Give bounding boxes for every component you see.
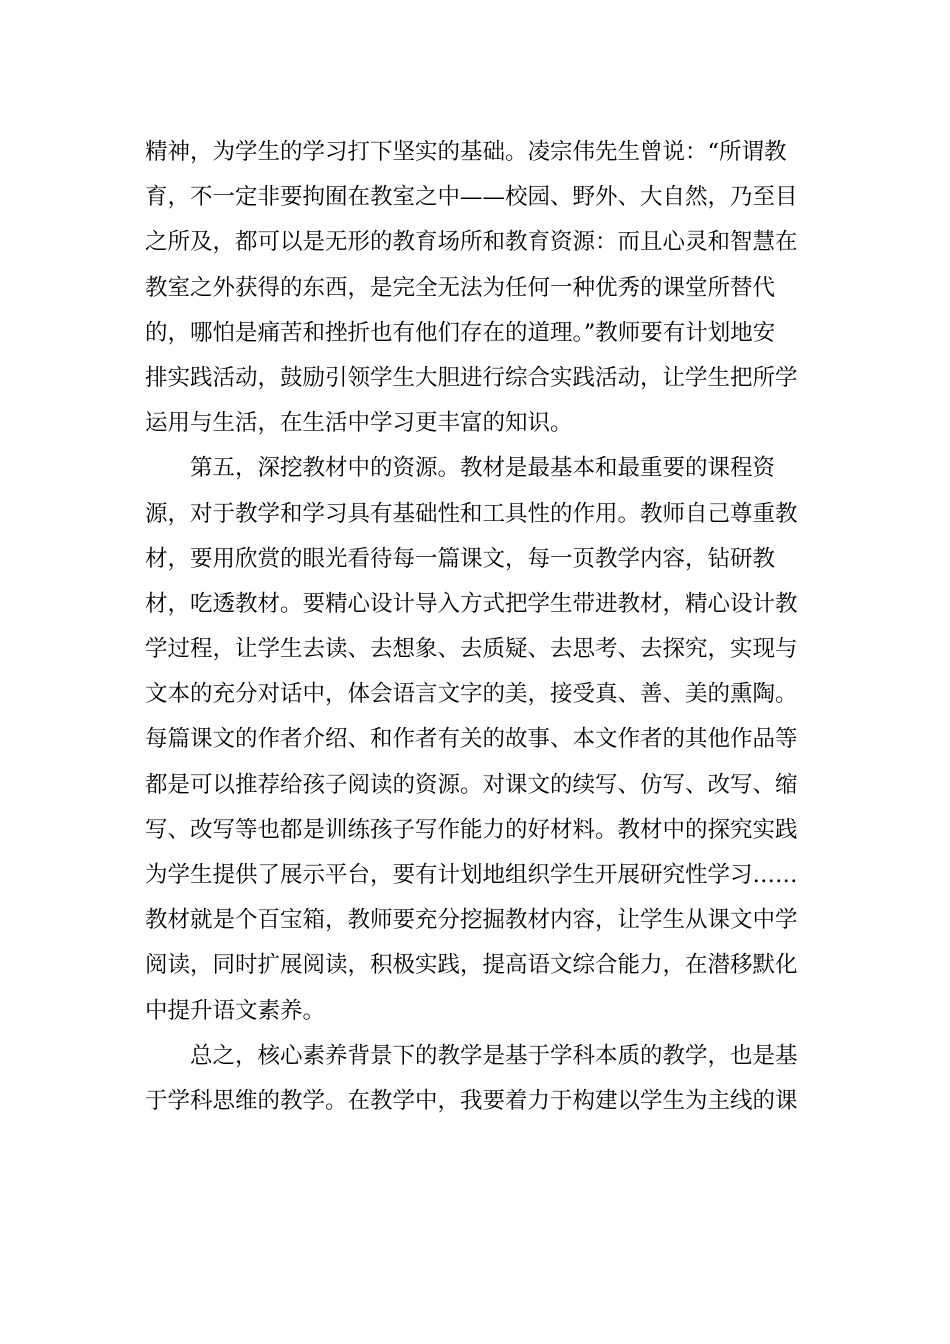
text-line: 精神，为学生的学习打下坚实的基础。凌宗伟先生曾说：“所谓教 [145,139,787,165]
text-line: 都是可以推荐给孩子阅读的资源。对课文的续写、仿写、改写、缩 [145,771,798,798]
text-line: 总之，核心素养背景下的教学是基于学科本质的教学，也是基 [190,1042,798,1069]
text-line: 写、改写等也都是训练孩子写作能力的好材料。教材中的探究实践 [145,816,798,843]
text-line: 于学科思维的教学。在教学中，我要着力于构建以学生为主线的课 [145,1087,798,1114]
text-line: 学过程，让学生去读、去想象、去质疑、去思考、去探究，实现与 [145,636,798,663]
text-line: 教室之外获得的东西，是完全无法为任何一种优秀的课堂所替代 [145,274,776,301]
text-line: 排实践活动，鼓励引领学生大胆进行综合实践活动，让学生把所学 [145,364,798,391]
text-line: 之所及，都可以是无形的教育场所和教育资源：而且心灵和智慧在 [145,229,798,256]
paragraph-1 [145,130,805,446]
text-line: 为学生提供了展示平台，要有计划地组织学生开展研究性学习…… [145,862,798,888]
paragraph-2 [145,446,805,1033]
text-line: 材，吃透教材。要精心设计导入方式把学生带进教材，精心设计教 [145,590,798,617]
body-text [145,130,805,1124]
text-line: 源，对于教学和学习具有基础性和工具性的作用。教师自己尊重教 [145,500,798,527]
text-line: 文本的充分对话中，体会语言文字的美，接受真、善、美的熏陶。 [145,681,798,708]
text-line: 每篇课文的作者介绍、和作者有关的故事、本文作者的其他作品等 [145,726,798,753]
text-line: 材，要用欣赏的眼光看待每一篇课文，每一页教学内容，钻研教 [145,545,776,572]
text-line: 教材就是个百宝箱，教师要充分挖掘教材内容，让学生从课文中学 [145,907,798,934]
text-line: 的，哪怕是痛苦和挫折也有他们存在的道理。”教师要有计划地安 [145,319,776,346]
text-line: 运用与生活，在生活中学习更丰富的知识。 [145,410,573,437]
text-line: 阅读，同时扩展阅读，积极实践，提高语文综合能力，在潜移默化 [145,952,798,979]
text-line: 第五，深挖教材中的资源。教材是最基本和最重要的课程资 [190,455,776,482]
text-line: 中提升语文素养。 [145,997,326,1024]
text-line: 育，不一定非要拘囿在教室之中——校园、野外、大自然，乃至目 [145,184,798,211]
paragraph-3 [145,1034,805,1124]
